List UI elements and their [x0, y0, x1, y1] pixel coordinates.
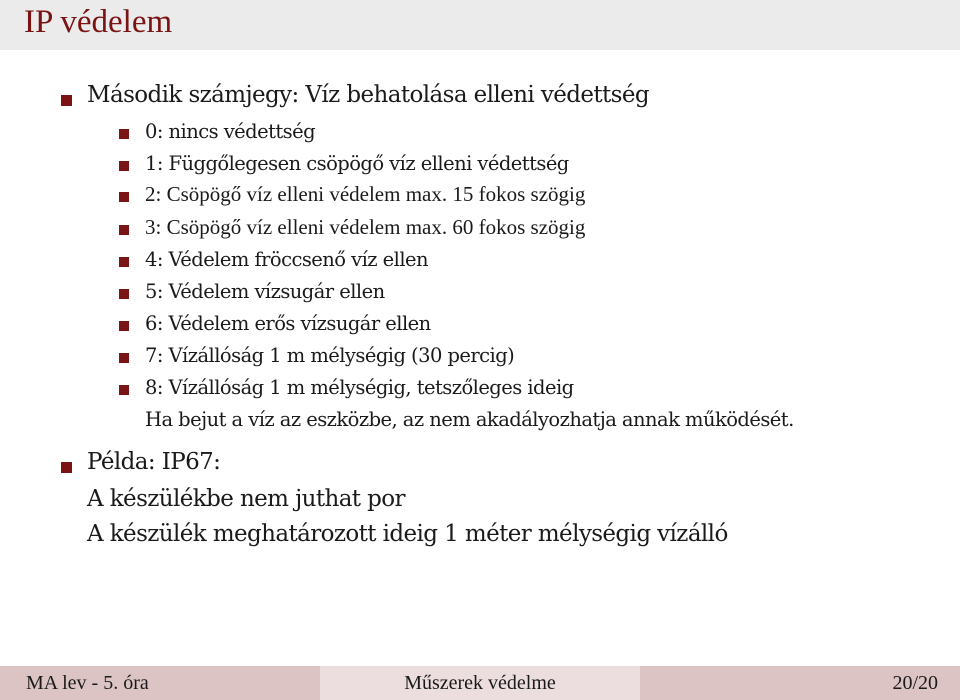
bullet-square-icon [119, 192, 129, 202]
list-item: 7: Vízállóság 1 m mélységig (30 percig) [145, 344, 515, 367]
section-heading: Második számjegy: Víz behatolása elleni védettség [87, 82, 650, 108]
bullet-square-icon [119, 385, 129, 395]
list-item: 4: Védelem fröccsenő víz ellen [145, 248, 428, 271]
text-line: A készülékbe nem juthat por [87, 486, 405, 512]
bullet-square-icon [119, 353, 129, 363]
bullet-square-icon [119, 289, 129, 299]
section-heading: Példa: IP67: [87, 449, 221, 475]
footer-page-number: 20/20 [640, 666, 960, 700]
footer-course: MA lev - 5. óra [0, 666, 320, 700]
slide-title-bar [0, 0, 960, 50]
list-item: 3: Csöpögő víz elleni védelem max. 60 fokos szögig [145, 215, 586, 239]
slide-title: IP védelem [24, 4, 173, 40]
bullet-square-icon [119, 129, 129, 139]
slide-footer [0, 666, 960, 700]
bullet-square-icon [119, 225, 129, 235]
list-item: 5: Védelem vízsugár ellen [145, 280, 385, 303]
bullet-square-icon [119, 257, 129, 267]
bullet-square-icon [119, 161, 129, 171]
list-item: 8: Vízállóság 1 m mélységig, tetszőleges ideig [145, 376, 574, 399]
bullet-square-icon [61, 95, 72, 106]
bullet-square-icon [119, 321, 129, 331]
list-item-note: Ha bejut a víz az eszközbe, az nem akadályozhatja annak működését. [145, 408, 794, 431]
text-line: A készülék meghatározott ideig 1 méter mélységig vízálló [87, 521, 728, 547]
footer-topic: Műszerek védelme [320, 666, 640, 700]
list-item: 2: Csöpögő víz elleni védelem max. 15 fokos szögig [145, 182, 586, 206]
list-item: 0: nincs védettség [145, 120, 316, 143]
list-item: 1: Függőlegesen csöpögő víz elleni védettség [145, 152, 569, 175]
list-item: 6: Védelem erős vízsugár ellen [145, 312, 431, 335]
bullet-square-icon [61, 462, 72, 473]
